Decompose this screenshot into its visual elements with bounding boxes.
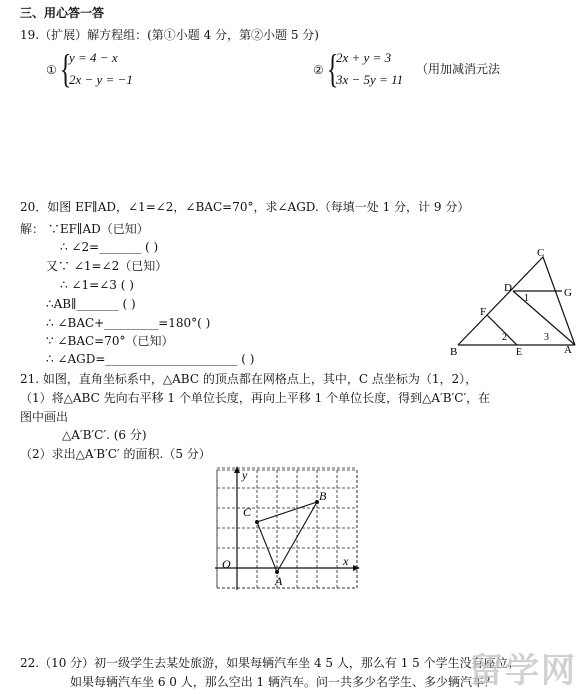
label-a: A: [564, 344, 572, 356]
q19-header: 19.（扩展）解方程组：(第①小题 4 分，第②小题 5 分): [20, 28, 319, 42]
label-b: B: [450, 346, 458, 358]
label-e: E: [516, 347, 523, 358]
q22-line-1: 22.（10 分）初一级学生去某处旅游，如果每辆汽车坐 4 5 人，那么有 1 5 个学生没有座位；: [20, 656, 520, 670]
q20-step-4: ∴ ∠1=∠3 ( ): [60, 278, 134, 292]
q19-part1-brace: {: [59, 46, 72, 91]
grid-label-x: x: [343, 554, 349, 568]
q19-part2-note: （用加减消元法: [416, 62, 501, 76]
q20-step-6: ∴ ∠BAC+_________=180°( ): [46, 316, 211, 330]
q21-line-5: （2）求出△A′B′C′ 的面积.（5 分）: [20, 447, 211, 461]
q21-line-1: 21. 如图，直角坐标系中，△ABC 的顶点都在网格点上，其中，C 点坐标为（1，2），: [20, 372, 478, 386]
q20-step-7: ∵ ∠BAC=70°（已知）: [46, 334, 174, 348]
grid-label-b: B: [319, 489, 327, 503]
x-axis-arrow: [353, 565, 360, 571]
label-angle-3: 3: [544, 332, 549, 343]
label-c: C: [537, 247, 545, 259]
q19-part1-eq1: y = 4 − x: [69, 50, 118, 65]
q20-step-2: ∴ ∠2=_______ ( ): [60, 240, 159, 254]
q20-header: 20．如图 EF∥AD，∠1=∠2，∠BAC=70°，求∠AGD.（每填一处 1 分，计 9 分）: [20, 200, 470, 214]
label-angle-2: 2: [502, 332, 507, 343]
section-title: 三、用心答一答: [20, 6, 105, 20]
point-c: [255, 520, 259, 524]
label-angle-1: 1: [524, 293, 529, 304]
q20-step-5: ∴AB∥_______ ( ): [46, 297, 136, 311]
q21-line-3: 图中画出: [20, 410, 69, 424]
y-axis-arrow: [234, 466, 240, 473]
grid-label-y: y: [242, 468, 248, 482]
q21-coordinate-grid: [213, 464, 361, 592]
label-f: F: [480, 306, 487, 318]
q19-part1-eq2: 2x − y = −1: [69, 72, 133, 87]
q20-step-1: 解： ∵EF∥AD（已知）: [20, 222, 149, 236]
label-d: D: [504, 282, 512, 294]
grid-label-a: A: [275, 574, 283, 588]
q19-part2-brace: {: [326, 46, 339, 91]
q20-triangle-figure: [440, 245, 580, 360]
q21-line-2: （1）将△ABC 先向右平移 1 个单位长度，再向上平移 1 个单位长度，得到△A′B′C′，在: [20, 391, 491, 405]
q20-step-3: 又∵ ∠1=∠2（已知）: [46, 259, 168, 273]
q19-part1-number: ①: [46, 63, 57, 77]
label-g: G: [564, 287, 572, 299]
q21-line-4: △A′B′C′. (6 分): [62, 428, 147, 442]
q19-part2-eq2: 3x − 5y = 11: [336, 72, 404, 87]
q19-part2-eq1: 2x + y = 3: [336, 50, 392, 65]
triangle-abc: [257, 502, 317, 572]
grid-label-c: C: [243, 505, 252, 519]
q20-step-8: ∴ ∠AGD=______________________ ( ): [46, 352, 255, 366]
watermark-logo: 留学网: [469, 651, 577, 691]
grid-label-o: O: [222, 557, 231, 571]
q22-line-2: 如果每辆汽车坐 6 0 人，那么空出 1 辆汽车。问一共多少名学生、多少辆汽车？: [70, 675, 496, 689]
q19-part2-number: ②: [313, 63, 324, 77]
